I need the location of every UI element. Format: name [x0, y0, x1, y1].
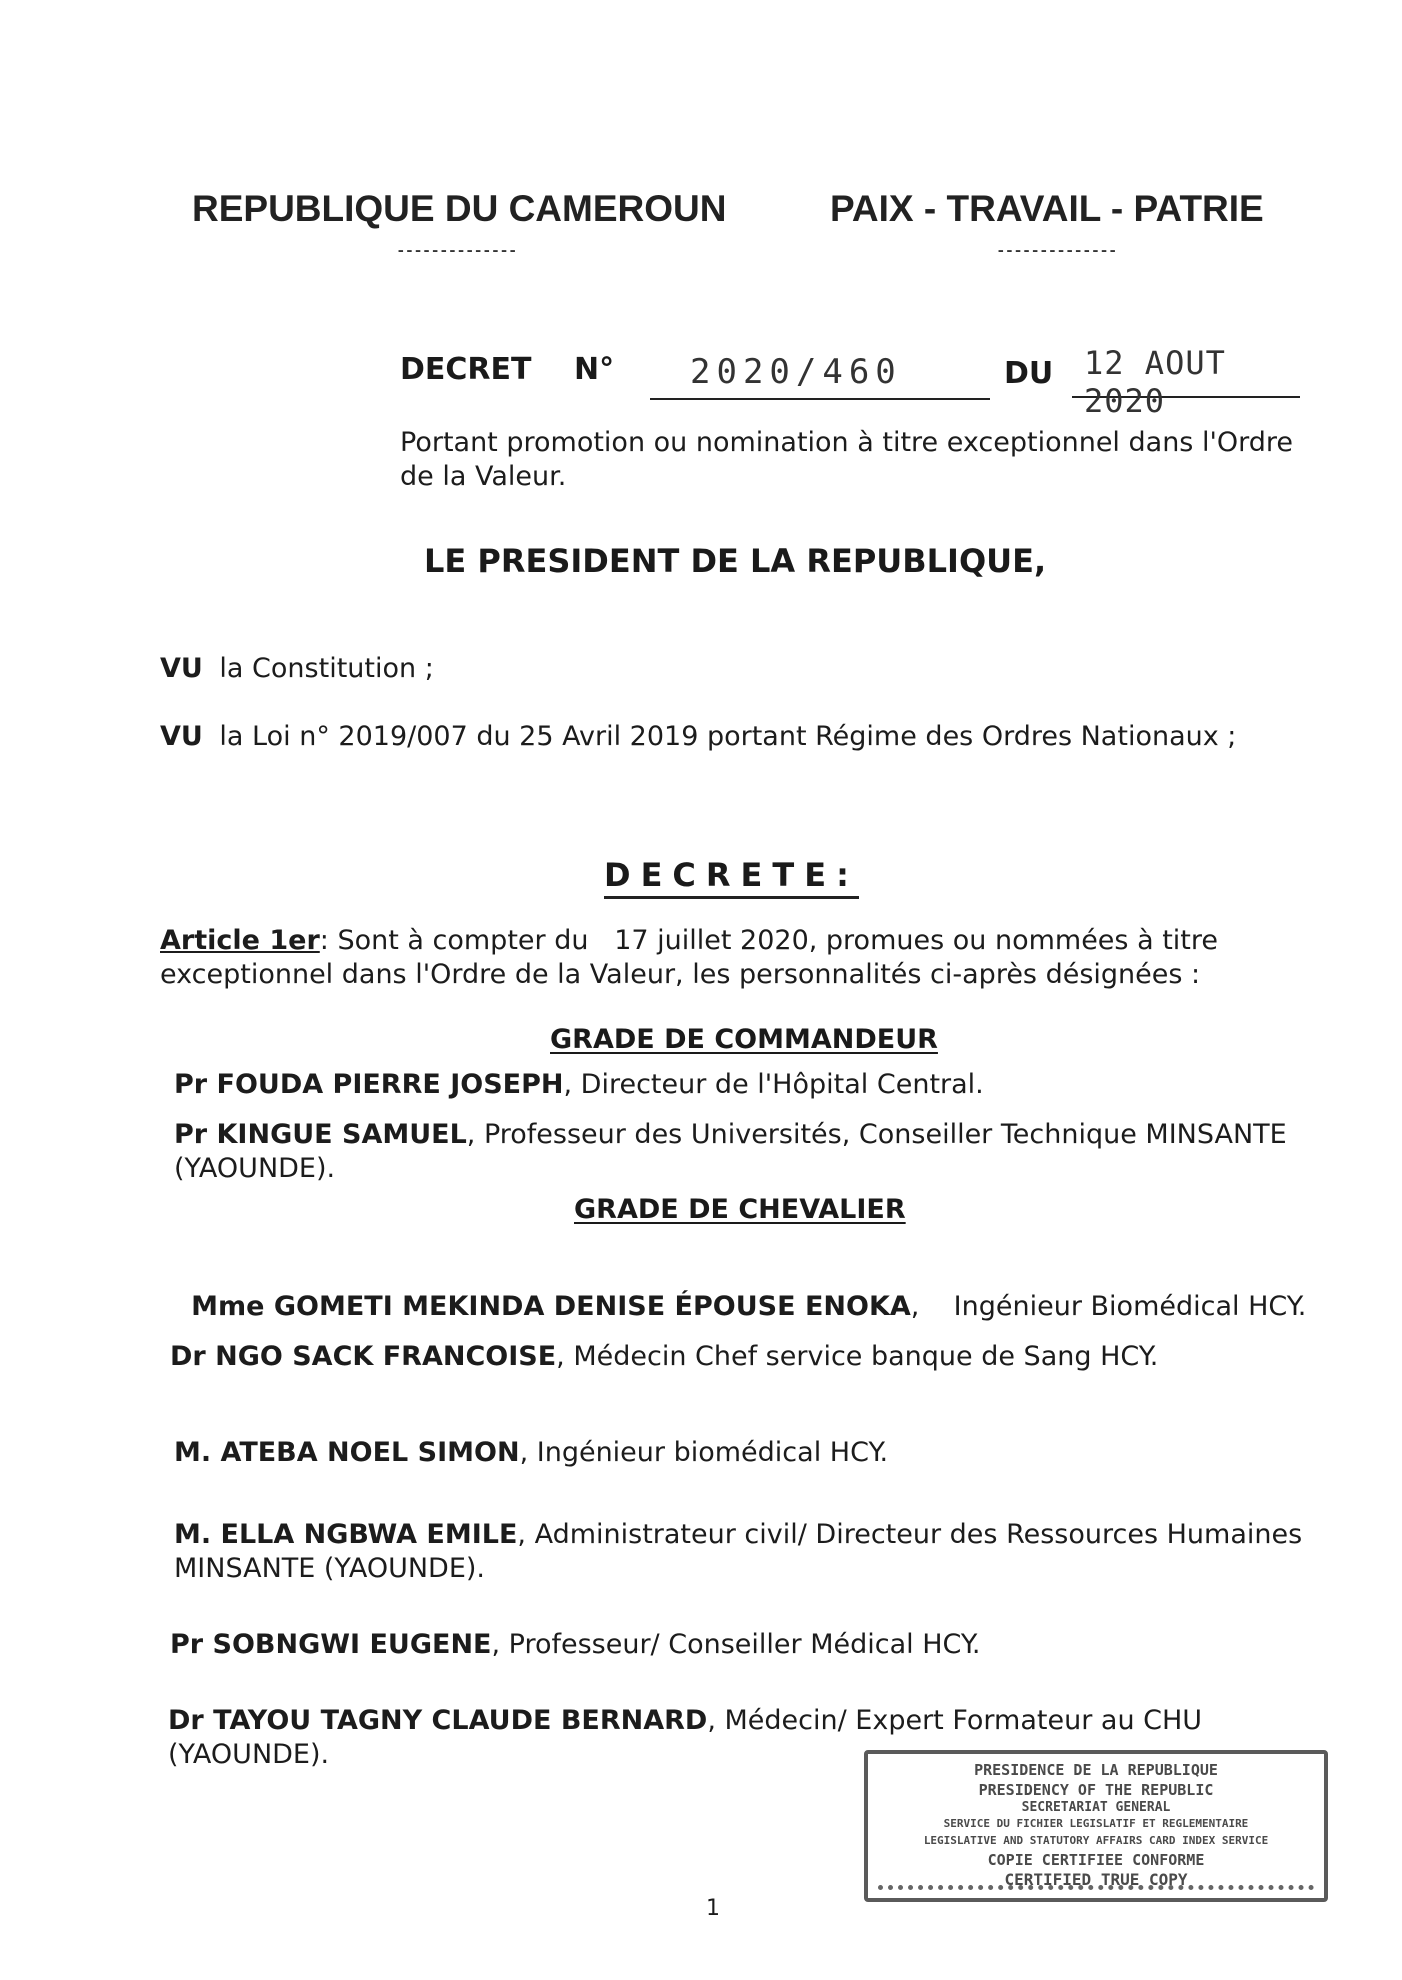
certification-stamp: [864, 1750, 1328, 1902]
stamp-line: CERTIFIED TRUE COPY: [1004, 1870, 1188, 1889]
grade-commandeur-title: GRADE DE COMMANDEUR: [550, 1024, 938, 1055]
person-name: M. ELLA NGBWA EMILE: [174, 1519, 518, 1550]
stamp-line: SERVICE DU FICHIER LEGISLATIF ET REGLEMENTAIRE: [943, 1817, 1249, 1830]
person-entry: [174, 1436, 888, 1470]
page-number: 1: [706, 1896, 720, 1921]
person-role: , Professeur/ Conseiller Médical HCY.: [491, 1629, 981, 1660]
article-1-label: Article 1er: [160, 925, 320, 956]
person-name: Pr KINGUE SAMUEL: [174, 1119, 467, 1150]
person-entry: [174, 1518, 1324, 1586]
person-role-cont: MINSANTE (YAOUNDE).: [174, 1553, 486, 1584]
decree-number-label: N°: [574, 352, 615, 387]
header-right-divider: --------------: [996, 242, 1117, 260]
person-role: , Médecin/ Expert Formateur au CHU: [707, 1705, 1203, 1736]
person-name: Pr FOUDA PIERRE JOSEPH: [174, 1069, 564, 1100]
stamp-dotted-border: [878, 1885, 1314, 1890]
person-entry: [174, 1118, 1324, 1186]
decrete-heading: DECRETE:: [604, 856, 859, 899]
person-entry: [174, 1256, 1306, 1324]
header-left: REPUBLIQUE DU CAMEROUN: [192, 188, 727, 229]
decree-number-value: 2020/460: [690, 352, 902, 392]
article-1: [160, 924, 1310, 992]
decree-date-field: [1072, 340, 1300, 420]
consideration-law: [160, 720, 1236, 754]
stamp-line: PRESIDENCY OF THE REPUBLIC: [978, 1781, 1214, 1799]
person-entry: [174, 1068, 984, 1102]
person-name: Pr SOBNGWI EUGENE: [170, 1629, 492, 1660]
person-role: , Professeur des Universités, Conseiller Technique MINSANTE: [466, 1119, 1287, 1150]
header-left-divider: --------------: [396, 242, 517, 260]
consideration-constitution: [160, 652, 434, 686]
person-name: Mme GOMETI MEKINDA DENISE ÉPOUSE ENOKA: [191, 1291, 911, 1322]
person-name: M. ATEBA NOEL SIMON: [174, 1437, 520, 1468]
person-role: , Directeur de l'Hôpital Central.: [563, 1069, 984, 1100]
person-role-cont: (YAOUNDE).: [168, 1739, 330, 1770]
person-name: Dr NGO SACK FRANCOISE: [170, 1341, 557, 1372]
stamp-line: LEGISLATIVE AND STATUTORY AFFAIRS CARD INDEX SERVICE: [923, 1834, 1269, 1847]
consideration-text: la Loi n° 2019/007 du 25 Avril 2019 portant Régime des Ordres Nationaux ;: [219, 721, 1237, 752]
person-name: Dr TAYOU TAGNY CLAUDE BERNARD: [168, 1705, 708, 1736]
decree-label: DECRET: [400, 352, 532, 387]
vu-label: VU: [160, 721, 203, 752]
president-title: LE PRESIDENT DE LA REPUBLIQUE,: [424, 542, 1047, 580]
decree-date-value: 12 AOUT 2020: [1084, 344, 1226, 420]
person-role: , Médecin Chef service banque de Sang HCY.: [556, 1341, 1159, 1372]
person-entry: [170, 1340, 1158, 1374]
person-entry: [170, 1628, 981, 1662]
article-1-line2: exceptionnel dans l'Ordre de la Valeur, les personnalités ci-après désignées :: [160, 959, 1201, 990]
stamp-line: SECRETARIAT GENERAL: [1021, 1800, 1171, 1815]
header-right: PAIX - TRAVAIL - PATRIE: [830, 188, 1264, 229]
decree-subject: Portant promotion ou nomination à titre exceptionnel dans l'Ordre de la Valeur.: [400, 427, 1294, 492]
article-1-line1: : Sont à compter du 17 juillet 2020, promues ou nommées à titre: [319, 925, 1218, 956]
stamp-line: PRESIDENCE DE LA REPUBLIQUE: [974, 1761, 1218, 1779]
person-role-cont: (YAOUNDE).: [174, 1153, 336, 1184]
grade-chevalier-title: GRADE DE CHEVALIER: [574, 1194, 906, 1225]
decree-date-label: DU: [1004, 356, 1054, 391]
stamp-line: COPIE CERTIFIEE CONFORME: [987, 1851, 1205, 1869]
person-role: , Ingénieur biomédical HCY.: [519, 1437, 889, 1468]
decree-number-field: [650, 348, 990, 400]
consideration-text: la Constitution ;: [219, 653, 434, 684]
vu-label: VU: [160, 653, 203, 684]
person-role: , Administrateur civil/ Directeur des Ressources Humaines: [517, 1519, 1303, 1550]
person-role: , Ingénieur Biomédical HCY.: [910, 1291, 1307, 1322]
